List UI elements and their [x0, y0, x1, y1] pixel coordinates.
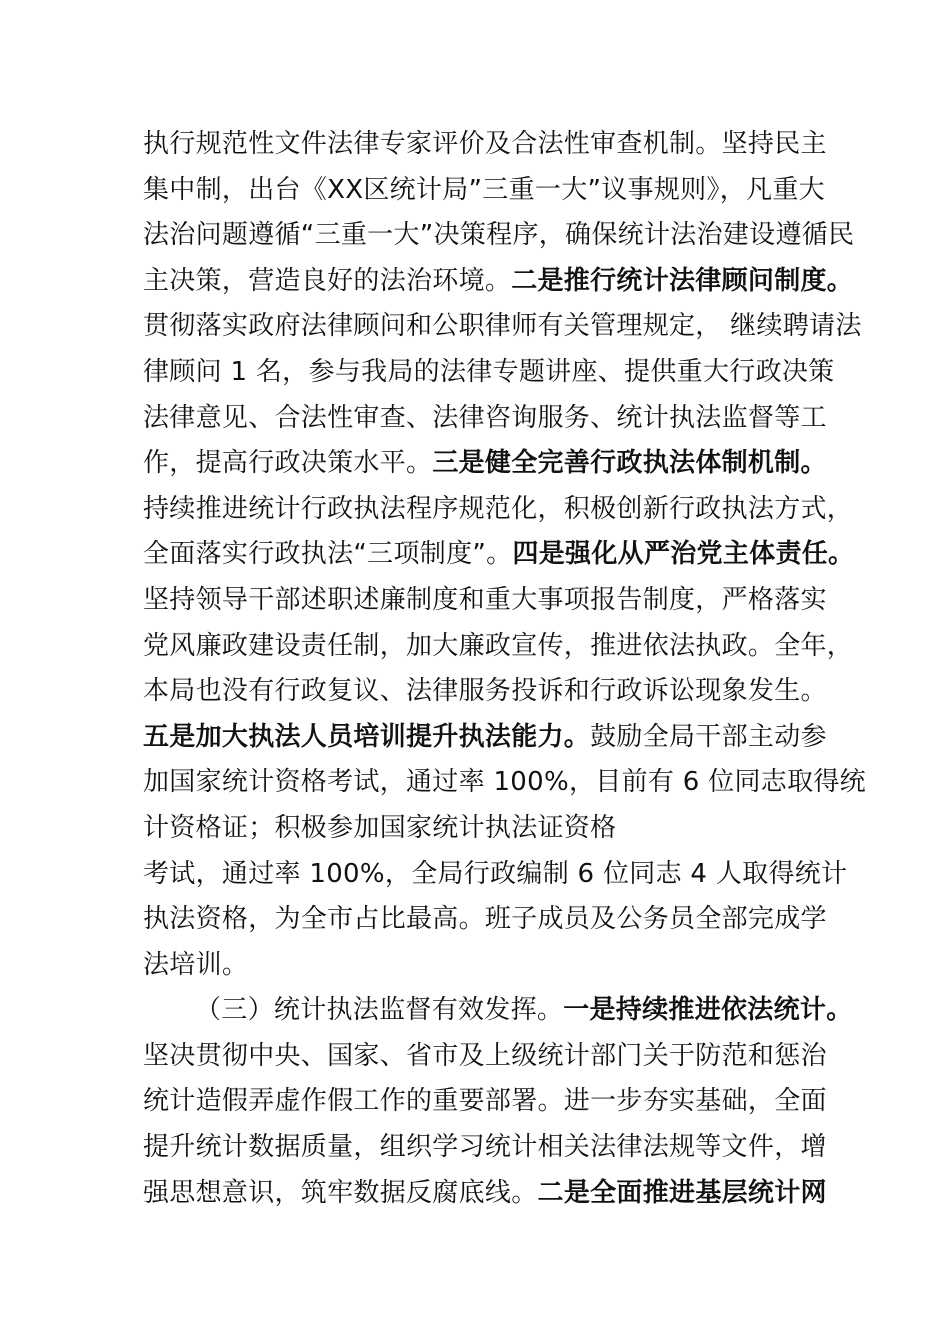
text-line: [143, 715, 827, 761]
body-text-run: （三）统计执法监督有效发挥。: [195, 995, 564, 1026]
text-line: [143, 760, 866, 806]
text-line: [143, 304, 862, 350]
body-text-run: 执行规范性文件法律专家评价及合法性审查机制。坚持民主: [143, 129, 827, 159]
bold-key-point: 五是加大执法人员培训提升执法能力。: [143, 721, 591, 752]
text-line: [143, 350, 835, 396]
text-line: [143, 578, 827, 624]
bold-key-point: 二是推行统计法律顾问制度。: [511, 265, 854, 296]
text-line: [143, 943, 823, 989]
text-line: [143, 213, 855, 259]
text-line: [143, 669, 827, 715]
body-text-run: 考试，通过率 100%，全局行政编制 6 位同志 4 人取得统计: [143, 858, 848, 889]
body-text-run: 作，提高行政决策水平。: [143, 448, 433, 479]
text-line: [143, 487, 854, 533]
text-line: [143, 122, 827, 168]
body-text-run: 法治问题遵循“三重一大”决策程序，确保统计法治建设遵循民: [143, 220, 855, 251]
body-text-run: 鼓励全局干部主动参: [590, 721, 827, 752]
body-text-run: 主决策，营造良好的法治环境。: [143, 265, 512, 296]
body-text-run: 强思想意识，筑牢数据反腐底线。: [143, 1177, 538, 1208]
text-line: [143, 1125, 827, 1171]
body-text-run: 提升统计数据质量，组织学习统计相关法律法规等文件，增: [143, 1132, 827, 1163]
body-text-run: 加国家统计资格考试，通过率 100%，目前有 6 位同志取得统: [143, 767, 866, 798]
text-line: [143, 259, 854, 305]
bold-key-point: 四是强化从严治党主体责任。: [512, 539, 855, 570]
body-text-run: 党风廉政建设责任制，加大廉政宣传，推进依法执政。全年，: [143, 630, 854, 661]
body-text-run: 计资格证；积极参加国家统计执法证资格: [143, 812, 617, 843]
body-text-run: 全面落实行政执法“三项制度”。: [143, 539, 513, 570]
body-text-run: 执法资格，为全市占比最高。班子成员及公务员全部完成学: [143, 904, 827, 935]
body-text-run: 贯彻落实政府法律顾问和公职律师有关管理规定， 继续聘请法: [143, 311, 862, 342]
bold-key-point: 三是健全完善行政执法体制机制。: [432, 448, 827, 479]
document-body: [143, 122, 866, 1216]
text-line: [143, 897, 827, 943]
bold-key-point: 二是全面推进基层统计网: [537, 1177, 827, 1208]
body-text-run: 统计造假弄虚作假工作的重要部署。进一步夯实基础，全面: [143, 1086, 827, 1117]
text-line: [143, 852, 848, 898]
text-line: [143, 441, 827, 487]
text-line: [143, 1034, 827, 1080]
body-text-run: 坚决贯彻中央、国家、省市及上级统计部门关于防范和惩治: [143, 1040, 827, 1071]
text-line: [143, 168, 823, 214]
body-text-run: 本局也没有行政复议、法律服务投诉和行政诉讼现象发生。: [143, 676, 827, 707]
section-heading-line: [143, 988, 853, 1034]
text-line: [143, 396, 827, 442]
text-line: [143, 532, 855, 578]
body-text-run: 集中制，出台《XX区统计局”三重一大”议事规则》，凡重大: [143, 174, 825, 205]
body-text-run: 法培训。: [143, 949, 249, 980]
bold-key-point: 一是持续推进依法统计。: [563, 995, 853, 1026]
text-line: [143, 1079, 827, 1125]
text-line: [143, 1171, 827, 1217]
body-text-run: 律顾问 1 名，参与我局的法律专题讲座、提供重大行政决策: [143, 356, 835, 387]
text-line: [143, 624, 854, 670]
body-text-run: 法律意见、合法性审查、法律咨询服务、统计执法监督等工: [143, 402, 827, 433]
body-text-run: 坚持领导干部述职述廉制度和重大事项报告制度，严格落实: [143, 584, 827, 615]
body-text-run: 持续推进统计行政执法程序规范化，积极创新行政执法方式，: [143, 493, 854, 524]
text-line: [143, 806, 823, 852]
